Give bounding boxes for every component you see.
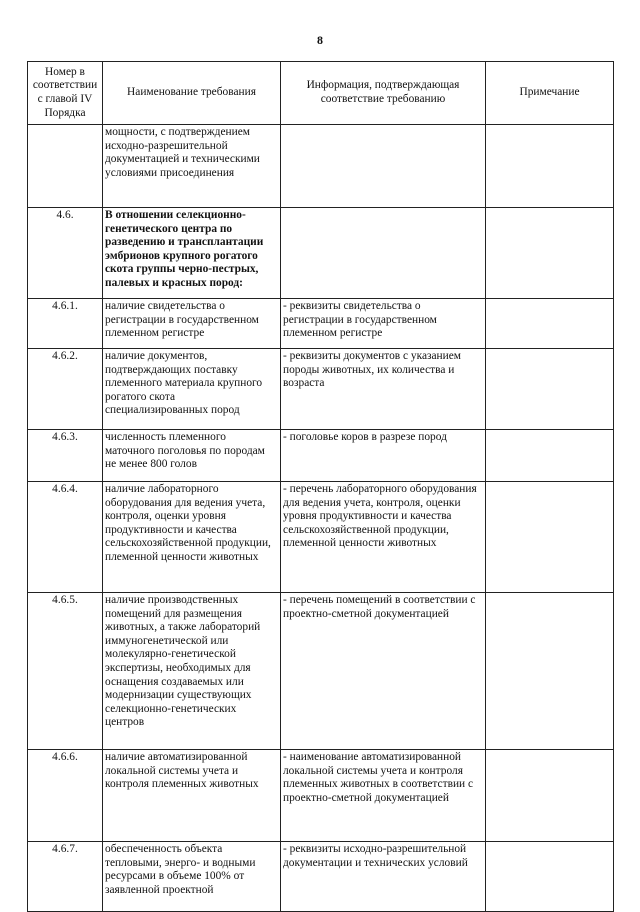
row-information: - перечень помещений в соответствии с проектно-сметной документацией [281, 593, 486, 750]
row-information [281, 208, 486, 299]
row-note [486, 482, 614, 593]
table-row [28, 430, 614, 482]
row-note [486, 349, 614, 430]
row-number: 4.6. [28, 208, 103, 299]
row-information: - поголовье коров в разрезе пород [281, 430, 486, 482]
row-note [486, 430, 614, 482]
row-information: - реквизиты свидетельства о регистрации в государственном племенном регистре [281, 299, 486, 349]
table-row [28, 299, 614, 349]
table-row [28, 593, 614, 750]
row-requirement: В отношении селекционно-генетического центра по разведению и трансплантации эмбрионов крупного рогатого скота группы черно-пестрых, палевых и красных пород: [103, 208, 281, 299]
row-requirement: численность племенного маточного поголовья по породам не менее 800 голов [103, 430, 281, 482]
table-row [28, 842, 614, 912]
page-number: 8 [317, 33, 323, 47]
requirements-table [27, 61, 614, 912]
row-number [28, 125, 103, 208]
row-requirement: наличие автоматизированной локальной системы учета и контроля племенных животных [103, 750, 281, 842]
row-information: - реквизиты документов с указанием породы животных, их количества и возраста [281, 349, 486, 430]
row-requirement: обеспеченность объекта тепловыми, энерго- и водными ресурсами в объеме 100% от заявленной проектной [103, 842, 281, 912]
row-requirement: наличие документов, подтверждающих поставку племенного материала крупного рогатого скота специализированных пород [103, 349, 281, 430]
row-number: 4.6.7. [28, 842, 103, 912]
row-information: - наименование автоматизированной локальной системы учета и контроля племенных животных в соответствии с проектно-сметной документацией [281, 750, 486, 842]
table-header-row [28, 62, 614, 125]
table-row [28, 125, 614, 208]
row-note [486, 750, 614, 842]
table-row [28, 349, 614, 430]
row-information [281, 125, 486, 208]
header-note: Примечание [486, 62, 614, 125]
table-row [28, 208, 614, 299]
row-requirement: мощности, с подтверждением исходно-разрешительной документацией и техническими условиями присоединения [103, 125, 281, 208]
header-information: Информация, подтверждающая соответствие требованию [281, 62, 486, 125]
row-note [486, 593, 614, 750]
header-requirement: Наименование требования [103, 62, 281, 125]
row-information: - перечень лабораторного оборудования для ведения учета, контроля, оценки уровня продуктивности и качества сельскохозяйственной продукции, племенной ценности животных [281, 482, 486, 593]
row-information: - реквизиты исходно-разрешительной документации и технических условий [281, 842, 486, 912]
row-number: 4.6.2. [28, 349, 103, 430]
row-number: 4.6.5. [28, 593, 103, 750]
row-note [486, 299, 614, 349]
table-row [28, 482, 614, 593]
row-note [486, 125, 614, 208]
row-number: 4.6.6. [28, 750, 103, 842]
row-note [486, 842, 614, 912]
row-requirement: наличие свидетельства о регистрации в государственном племенном регистре [103, 299, 281, 349]
row-number: 4.6.3. [28, 430, 103, 482]
header-number: Номер в соответствии с главой IV Порядка [28, 62, 103, 125]
row-requirement: наличие лабораторного оборудования для ведения учета, контроля, оценки уровня продуктивности и качества сельскохозяйственной продукции, племенной ценности животных [103, 482, 281, 593]
row-number: 4.6.4. [28, 482, 103, 593]
row-requirement: наличие производственных помещений для размещения животных, а также лабораторий иммуногенетической или молекулярно-генетической экспертизы, необходимых для оснащения создаваемых или модернизации существующих селекционно-генетических центров [103, 593, 281, 750]
row-number: 4.6.1. [28, 299, 103, 349]
table-row [28, 750, 614, 842]
row-note [486, 208, 614, 299]
